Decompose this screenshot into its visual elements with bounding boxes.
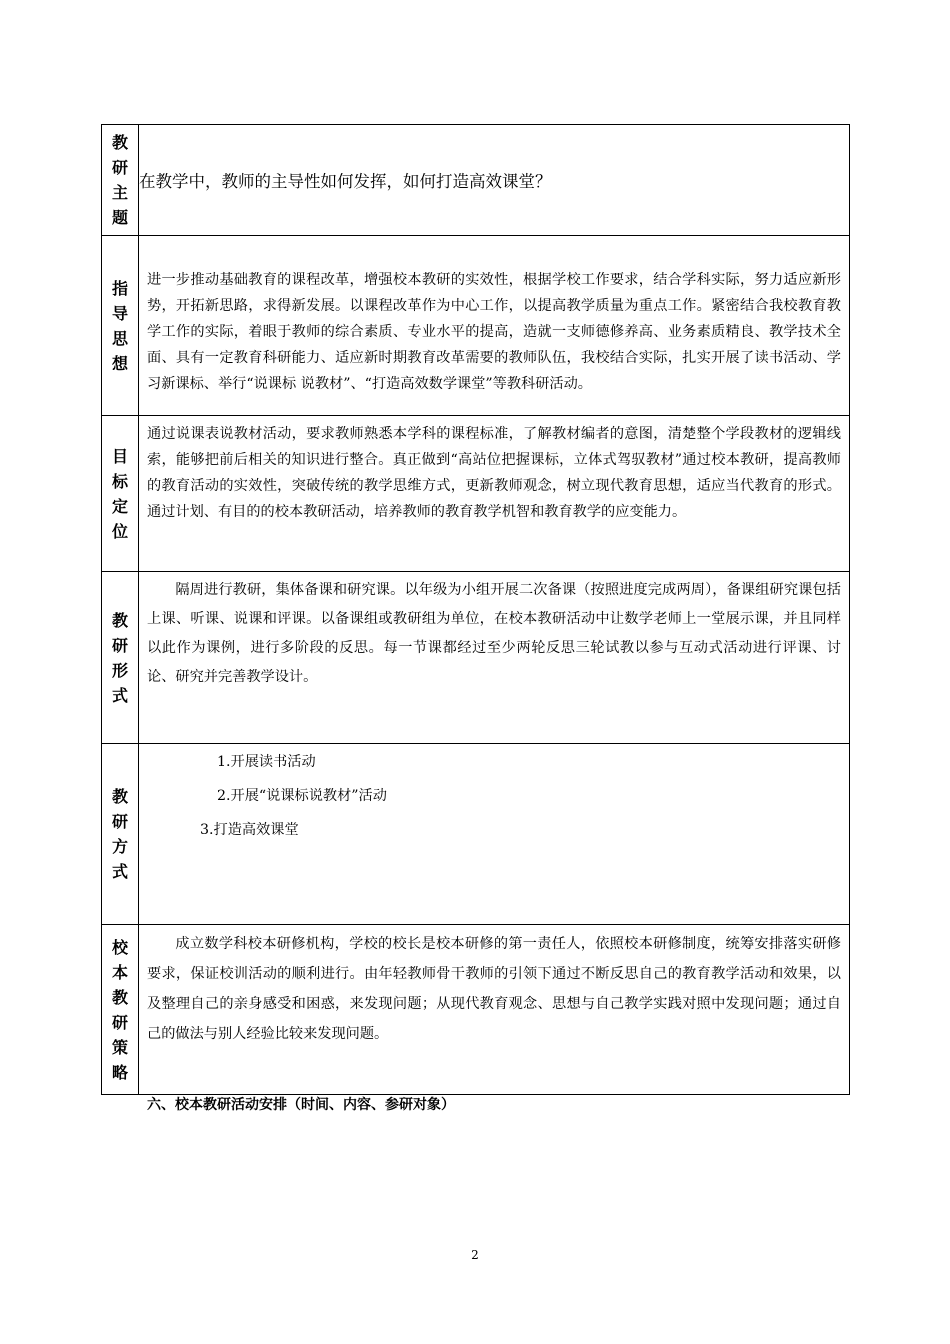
guiding-cell bbox=[139, 236, 850, 416]
topic-text: 在教学中，教师的主导性如何发挥，如何打造高效课堂？ bbox=[139, 172, 552, 191]
row-label-method: 教研方式 bbox=[111, 787, 128, 881]
goal-cell bbox=[139, 416, 850, 572]
row-label-guiding: 指导思想 bbox=[111, 278, 128, 373]
research-plan-table bbox=[101, 124, 850, 1095]
guiding-text: 进一步推动基础教育的课程改革，增强校本教研的实效性，根据学校工作要求，结合学科实际，努力适应新形势，开拓新思路，求得新发展。以课程改革作为中心工作，以提高教学质量为重点工作。紧密结合我校教育教学工作的实际，着眼于教师的综合素质、专业水平的提高，造就一支师德修养高、业务素质精良、教学技术全面、具有一定教育科研能力、适应新时期教育改革需要的教师队伍，我校结合实际，扎实开展了读书活动、学习新课标、举行“说课标 说教材”、“打造高效数学课堂”等教科研活动。 bbox=[147, 272, 841, 392]
row-label-strategy: 校本教研策略 bbox=[111, 937, 128, 1082]
page-number: 2 bbox=[471, 1248, 479, 1262]
row-guiding bbox=[102, 236, 850, 416]
strategy-text: 成立数学科校本研修机构，学校的校长是校本研修的第一责任人，依照校本研修制度，统筹安排落实研修要求，保证校训活动的顺利进行。由年轻教师骨干教师的引领下通过不断反思自己的教育教学活动和效果，以及整理自己的亲身感受和困惑，来发现问题；从现代教育观念、思想与自己教学实践对照中发现问题；通过自己的做法与别人经验比较来发现问题。 bbox=[147, 936, 841, 1042]
method-item-3: 3.打造高效课堂 bbox=[200, 822, 299, 838]
row-topic bbox=[102, 125, 850, 236]
method-item-2: 2.开展“说课标说教材”活动 bbox=[217, 788, 387, 804]
label-cell-guiding bbox=[102, 236, 139, 416]
row-label-form: 教研形式 bbox=[111, 610, 128, 705]
method-list bbox=[139, 744, 849, 847]
form-cell bbox=[139, 572, 850, 744]
topic-cell bbox=[139, 125, 850, 236]
label-cell-goal bbox=[102, 416, 139, 572]
label-cell-form bbox=[102, 572, 139, 744]
method-cell bbox=[139, 744, 850, 925]
label-cell-method bbox=[102, 744, 139, 925]
label-cell-topic bbox=[102, 125, 139, 236]
strategy-cell bbox=[139, 925, 850, 1095]
label-cell-strategy bbox=[102, 925, 139, 1095]
row-goal bbox=[102, 416, 850, 572]
row-method bbox=[102, 744, 850, 925]
row-label-topic: 教研主题 bbox=[111, 133, 128, 227]
form-text: 隔周进行教研，集体备课和研究课。以年级为小组开展二次备课（按照进度完成两周），备课组研究课包括上课、听课、说课和评课。以备课组或教研组为单位，在校本教研活动中让数学老师上一堂展示课，并且同样以此作为课例，进行多阶段的反思。每一节课都经过至少两轮反思三轮试教以参与互动式活动进行评课、讨论、研究并完善教学设计。 bbox=[147, 582, 841, 685]
row-strategy bbox=[102, 925, 850, 1095]
row-label-goal: 目标定位 bbox=[111, 446, 128, 541]
row-form bbox=[102, 572, 850, 744]
section-heading: 六、校本教研活动安排（时间、内容、参研对象） bbox=[147, 1097, 455, 1113]
method-item-1: 1.开展读书活动 bbox=[217, 754, 316, 770]
goal-text: 通过说课表说教材活动，要求教师熟悉本学科的课程标准，了解教材编者的意图，清楚整个学段教材的逻辑线索，能够把前后相关的知识进行整合。真正做到“高站位把握课标，立体式驾驭教材”通过校本教研，提高教师的教育活动的实效性，突破传统的教学思维方式，更新教师观念，树立现代教育思想，适应当代教育的形式。通过计划、有目的的校本教研活动，培养教师的教育教学机智和教育教学的应变能力。 bbox=[147, 426, 841, 520]
